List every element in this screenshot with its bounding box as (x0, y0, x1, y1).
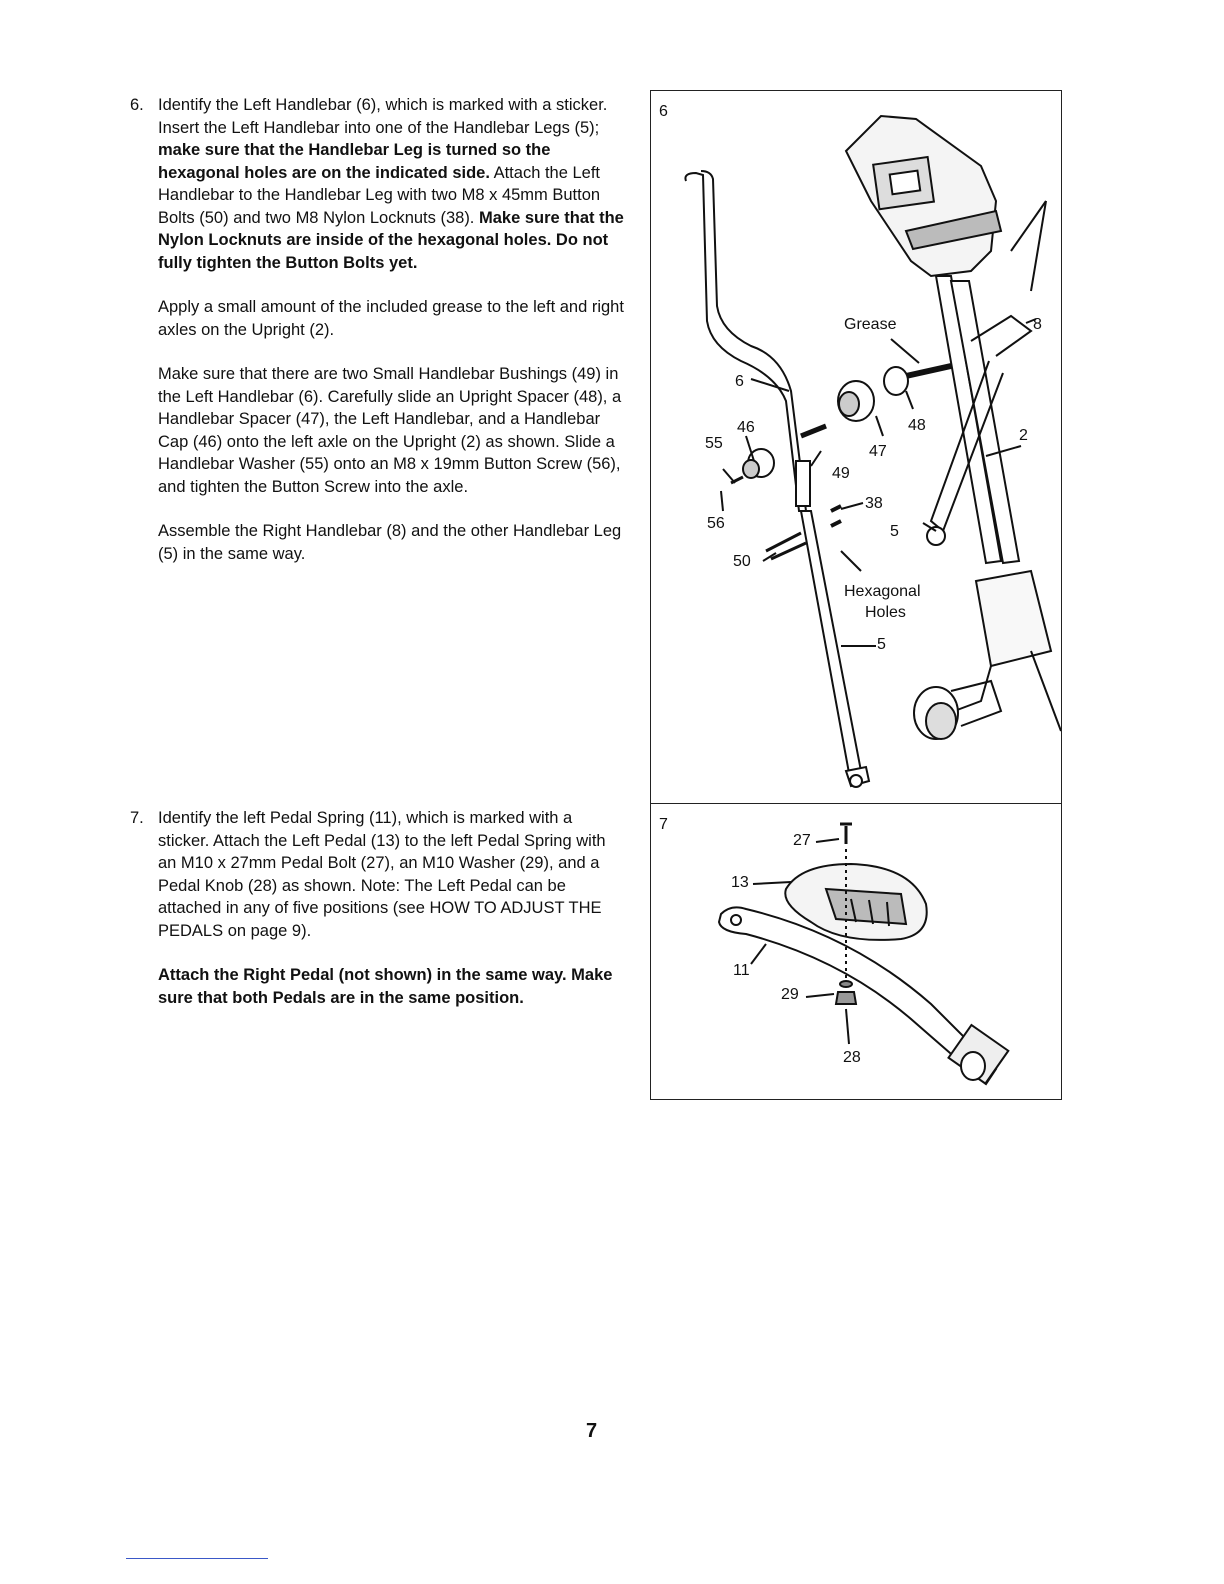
callout-grease: Grease (844, 316, 897, 333)
callout-46: 46 (737, 419, 755, 436)
step-6-number: 6. (130, 96, 144, 114)
callout-holes: Holes (865, 604, 906, 621)
callout-6: 6 (735, 373, 744, 390)
callout-47: 47 (869, 443, 887, 460)
step-6-paragraph-1-run: make sure that the Handlebar Leg is turned so the hexagonal holes are on the indicated side. (158, 141, 551, 182)
figure-6-number: 6 (659, 103, 668, 120)
callout-48: 48 (908, 417, 926, 434)
step-7-paragraph-2: Attach the Right Pedal (not shown) in the same way. Make sure that both Pedals are in the same position. (158, 966, 613, 1007)
callout-hexagonal: Hexagonal (844, 583, 921, 600)
callout-13: 13 (731, 874, 749, 891)
callout-49: 49 (832, 465, 850, 482)
callout-8: 8 (1033, 316, 1042, 333)
callout-56: 56 (707, 515, 725, 532)
callout-28: 28 (843, 1049, 861, 1066)
step-6-paragraph-2: Apply a small amount of the included grease to the left and right axles on the Upright (2). (158, 298, 624, 339)
step-6-paragraph-1 (158, 94, 625, 274)
callout-50: 50 (733, 553, 751, 570)
step-6-paragraph-1-run: Make sure that the Nylon Locknuts are inside of the hexagonal holes. Do not fully tighten the Button Bolts yet. (158, 208, 624, 272)
callout-29: 29 (781, 986, 799, 1003)
step-6 (130, 94, 625, 587)
callout-5-left: 5 (877, 636, 886, 653)
step-6-paragraph-1-run: Identify the Left Handlebar (6), which is marked with a sticker. Insert the Left Handlebar into one of the Handlebar Legs (5); (158, 96, 608, 137)
figure-7-number: 7 (659, 816, 668, 833)
page-number: 7 (586, 1420, 598, 1442)
callout-27: 27 (793, 832, 811, 849)
step-6-paragraph-3: Make sure that there are two Small Handlebar Bushings (49) in the Left Handlebar (6). Carefully slide an Upright Spacer (48), a Handlebar Spacer (47), the Left Handlebar, and a Handlebar Cap (46) onto the left axle on the Upright (2) as shown. Slide a Handlebar Washer (55) onto an M8 x 19mm Button Screw (56), and tighten the Button Screw into the axle. (158, 365, 622, 496)
figure-6 (650, 90, 1062, 805)
callout-38: 38 (865, 495, 883, 512)
step-6-paragraph-4: Assemble the Right Handlebar (8) and the other Handlebar Leg (5) in the same way. (158, 522, 622, 563)
callout-2: 2 (1019, 427, 1028, 444)
callout-5-right: 5 (890, 523, 899, 540)
step-6-paragraph-1-run: Attach the Left Handlebar to the Handlebar Leg with two M8 x 45mm Button Bolts (50) and two M8 Nylon Locknuts (38). (158, 163, 601, 227)
step-7 (130, 807, 625, 1031)
callout-11: 11 (733, 962, 750, 979)
figure-7 (650, 803, 1062, 1100)
bottom-rule (126, 1558, 268, 1559)
step-7-paragraph-1: Identify the left Pedal Spring (11), which is marked with a sticker. Attach the Left Pedal (13) to the left Pedal Spring with an M10 x 27mm Pedal Bolt (27), an M10 Washer (29), and a Pedal Knob (28) as shown. Note: The Left Pedal can be attached in any of five positions (see HOW TO ADJUST THE PEDALS on page 9). (158, 809, 606, 940)
callout-55: 55 (705, 435, 723, 452)
step-7-number: 7. (130, 809, 144, 827)
